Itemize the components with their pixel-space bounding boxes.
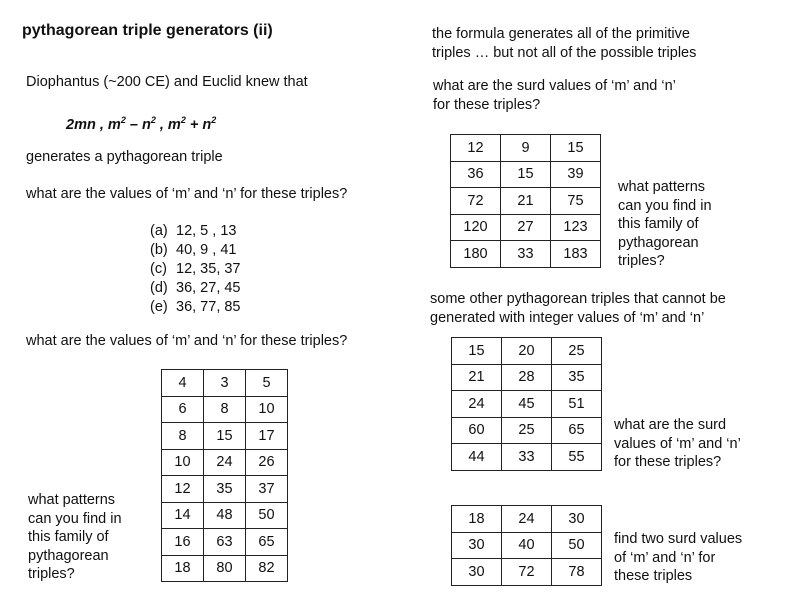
intro-text: Diophantus (~200 CE) and Euclid knew that	[26, 74, 308, 90]
table-row	[452, 444, 602, 471]
table-row	[452, 338, 602, 365]
table-cell: 60	[452, 417, 502, 444]
primitive-note: the formula generates all of the primitive triples … but not all of the possible triples	[432, 26, 697, 61]
table-cell: 120	[451, 214, 501, 241]
table-cell: 123	[551, 214, 601, 241]
table-row	[452, 391, 602, 418]
table-cell: 72	[451, 188, 501, 215]
table-cell: 75	[551, 188, 601, 215]
table-cell: 63	[204, 529, 246, 556]
table-row	[452, 506, 602, 533]
table-cell: 30	[552, 506, 602, 533]
table-cell: 55	[552, 444, 602, 471]
table-row	[452, 559, 602, 586]
table-cell: 82	[246, 555, 288, 582]
table-row	[451, 188, 601, 215]
table-cell: 27	[501, 214, 551, 241]
surd-question-2: what are the surd values of ‘m’ and ‘n’ for these triples?	[614, 417, 741, 470]
table-cell: 65	[246, 529, 288, 556]
table-cell: 30	[452, 532, 502, 559]
table-cell: 6	[162, 396, 204, 423]
list-item: (e) 36, 77, 85	[150, 299, 241, 315]
table-cell: 3	[204, 370, 246, 397]
table-cell: 25	[552, 338, 602, 365]
table-cell: 50	[552, 532, 602, 559]
table-cell: 15	[204, 423, 246, 450]
table-cell: 78	[552, 559, 602, 586]
list-item: (b) 40, 9 , 41	[150, 242, 237, 258]
triple-list	[150, 222, 241, 317]
table-cell: 15	[501, 161, 551, 188]
table-cell: 39	[551, 161, 601, 188]
table-cell: 10	[246, 396, 288, 423]
table-cell: 80	[204, 555, 246, 582]
table-row	[451, 214, 601, 241]
table-cell: 9	[501, 135, 551, 162]
triples-table-right-2	[451, 337, 602, 471]
list-item: (c) 12, 35, 37	[150, 261, 241, 277]
table-row	[162, 476, 288, 503]
table-row	[162, 423, 288, 450]
table-cell: 51	[552, 391, 602, 418]
table-row	[162, 529, 288, 556]
table-cell: 37	[246, 476, 288, 503]
generates-text: generates a pythagorean triple	[26, 149, 223, 165]
table-cell: 35	[204, 476, 246, 503]
table-cell: 20	[502, 338, 552, 365]
table-row	[162, 396, 288, 423]
table-cell: 24	[204, 449, 246, 476]
other-triples-note: some other pythagorean triples that cannot be generated with integer values of ‘m’ and ‘n’	[430, 291, 726, 326]
table-cell: 65	[552, 417, 602, 444]
patterns-prompt-right: what patterns can you find in this family of pythagorean triples?	[618, 179, 712, 269]
table-cell: 12	[451, 135, 501, 162]
table-cell: 35	[552, 364, 602, 391]
triples-table-left	[161, 369, 288, 582]
table-cell: 18	[162, 555, 204, 582]
table-cell: 33	[501, 241, 551, 268]
table-cell: 36	[451, 161, 501, 188]
find-two-surds-prompt: find two surd values of ‘m’ and ‘n’ for these triples	[614, 531, 743, 584]
table-cell: 8	[162, 423, 204, 450]
table-row	[162, 502, 288, 529]
table-cell: 21	[452, 364, 502, 391]
patterns-prompt-left: what patterns can you find in this family of pythagorean triples?	[28, 492, 122, 582]
table-row	[452, 364, 602, 391]
table-cell: 33	[502, 444, 552, 471]
question-mn-1: what are the values of ‘m’ and ‘n’ for these triples?	[26, 186, 348, 202]
list-item: (a) 12, 5 , 13	[150, 223, 237, 239]
table-cell: 4	[162, 370, 204, 397]
table-cell: 183	[551, 241, 601, 268]
table-cell: 25	[502, 417, 552, 444]
question-mn-2: what are the values of ‘m’ and ‘n’ for these triples?	[26, 333, 348, 349]
table-row	[162, 370, 288, 397]
table-cell: 18	[452, 506, 502, 533]
table-cell: 12	[162, 476, 204, 503]
table-cell: 10	[162, 449, 204, 476]
table-cell: 8	[204, 396, 246, 423]
table-cell: 15	[452, 338, 502, 365]
generator-formula: 2mn , $m^2 - n^2$ , $m^2 + n^2$	[66, 115, 217, 133]
table-cell: 45	[502, 391, 552, 418]
table-cell: 26	[246, 449, 288, 476]
list-item: (d) 36, 27, 45	[150, 280, 241, 296]
table-cell: 15	[551, 135, 601, 162]
table-cell: 16	[162, 529, 204, 556]
table-cell: 24	[502, 506, 552, 533]
table-row	[451, 135, 601, 162]
table-cell: 44	[452, 444, 502, 471]
table-cell: 28	[502, 364, 552, 391]
table-row	[452, 417, 602, 444]
table-cell: 40	[502, 532, 552, 559]
table-cell: 50	[246, 502, 288, 529]
triples-table-right-1	[450, 134, 601, 268]
table-row	[452, 532, 602, 559]
table-cell: 30	[452, 559, 502, 586]
table-cell: 21	[501, 188, 551, 215]
table-row	[162, 555, 288, 582]
page-title: pythagorean triple generators (ii)	[22, 22, 273, 39]
table-cell: 180	[451, 241, 501, 268]
surd-question-1: what are the surd values of ‘m’ and ‘n’ for these triples?	[433, 78, 676, 113]
table-cell: 5	[246, 370, 288, 397]
triples-table-right-3	[451, 505, 602, 586]
table-cell: 72	[502, 559, 552, 586]
table-cell: 14	[162, 502, 204, 529]
table-row	[162, 449, 288, 476]
table-row	[451, 241, 601, 268]
table-cell: 48	[204, 502, 246, 529]
table-cell: 24	[452, 391, 502, 418]
table-row	[451, 161, 601, 188]
table-cell: 17	[246, 423, 288, 450]
